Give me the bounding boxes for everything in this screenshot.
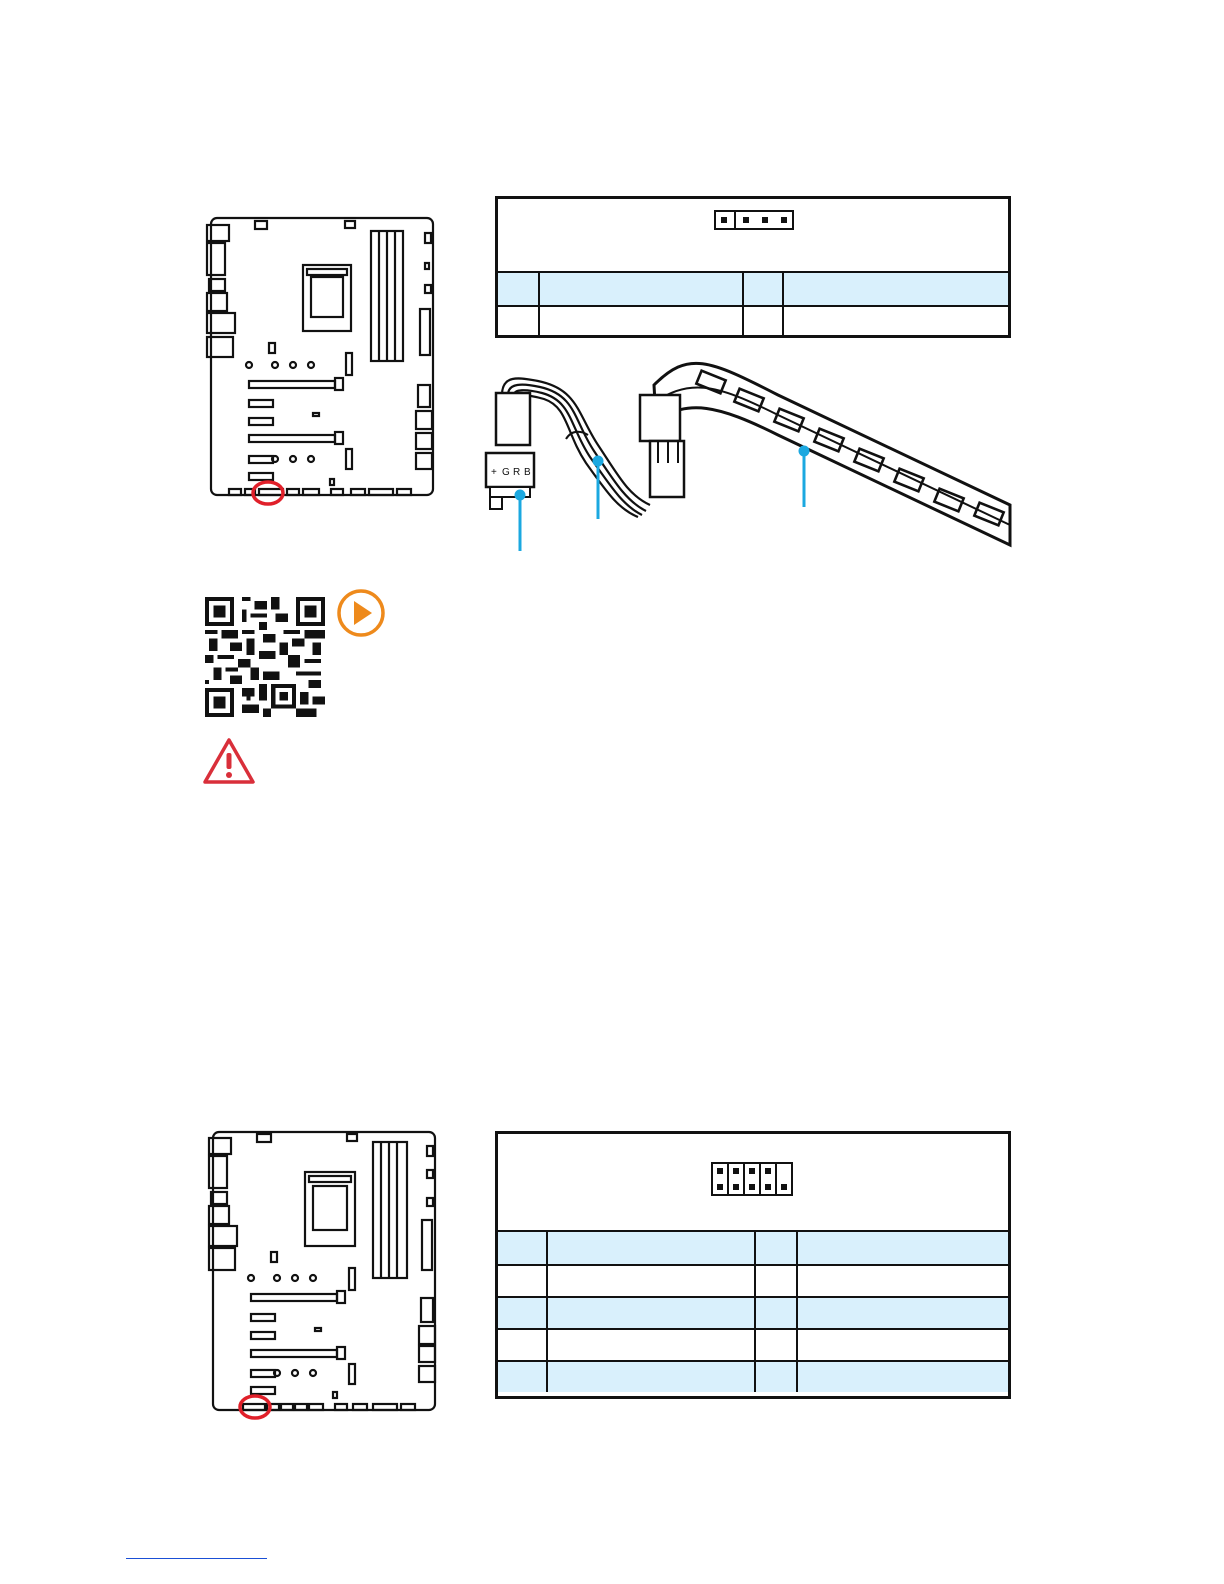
signal-name-cell (796, 1330, 1008, 1360)
signal-name-cell (796, 1298, 1008, 1328)
pin-number-cell (498, 1362, 546, 1392)
signal-name-cell (538, 273, 742, 305)
pin-number-cell (498, 1266, 546, 1296)
play-icon[interactable] (336, 588, 386, 638)
signal-name-cell (796, 1362, 1008, 1392)
pin-number-cell (754, 1266, 796, 1296)
signal-name-cell (546, 1330, 754, 1360)
pinout-table-header (498, 1134, 1008, 1232)
qr-code-icon[interactable] (205, 597, 325, 717)
video-qr-code[interactable] (205, 597, 325, 722)
led-strip (654, 363, 1010, 545)
pinout-row (498, 1264, 1008, 1296)
pin-label: + (491, 467, 497, 478)
pin-number-cell (754, 1362, 796, 1392)
pinout-table-top (495, 196, 1011, 338)
pin-number-cell (498, 1330, 546, 1360)
play-button[interactable] (336, 588, 386, 643)
connector-plug-right (640, 395, 684, 497)
pin-number-cell (742, 273, 782, 305)
pin-number-cell (498, 1298, 546, 1328)
pin-number-cell (754, 1232, 796, 1264)
signal-name-cell (538, 307, 742, 337)
pinout-row (498, 1232, 1008, 1264)
motherboard-diagram-bottom (203, 1128, 443, 1428)
signal-name-cell (546, 1362, 754, 1392)
pinout-row (498, 1360, 1008, 1392)
signal-name-cell (546, 1266, 754, 1296)
pin-number-cell (754, 1298, 796, 1328)
pin-number-cell (742, 307, 782, 337)
pin-number-cell (498, 273, 538, 305)
4-pin-header-icon (714, 209, 796, 233)
pin-number-cell (498, 307, 538, 337)
pinout-table-header (498, 199, 1008, 273)
connector-plug-left (486, 393, 534, 509)
pinout-row (498, 273, 1008, 305)
signal-name-cell (796, 1266, 1008, 1296)
pinout-row (498, 1328, 1008, 1360)
highlight-circle (253, 482, 283, 504)
pin-label: R (513, 467, 521, 478)
led-strip-illustration (478, 355, 1014, 560)
motherboard-diagram-top (203, 213, 438, 513)
pinout-row (498, 305, 1008, 337)
pin-number-cell (754, 1330, 796, 1360)
pin-label: G (502, 467, 510, 478)
warning-icon (202, 736, 256, 791)
pinout-row (498, 1296, 1008, 1328)
signal-name-cell (782, 273, 1008, 305)
motherboard-outline (203, 213, 438, 513)
pin-number-cell (498, 1232, 546, 1264)
10-pin-header-icon (711, 1161, 795, 1197)
footer-link-underline[interactable] (126, 1558, 267, 1559)
signal-name-cell (796, 1232, 1008, 1264)
motherboard-outline (203, 1128, 443, 1428)
pinout-table-bottom (495, 1131, 1011, 1399)
signal-name-cell (546, 1298, 754, 1328)
pin-label: B (524, 467, 531, 478)
signal-name-cell (782, 307, 1008, 337)
signal-name-cell (546, 1232, 754, 1264)
